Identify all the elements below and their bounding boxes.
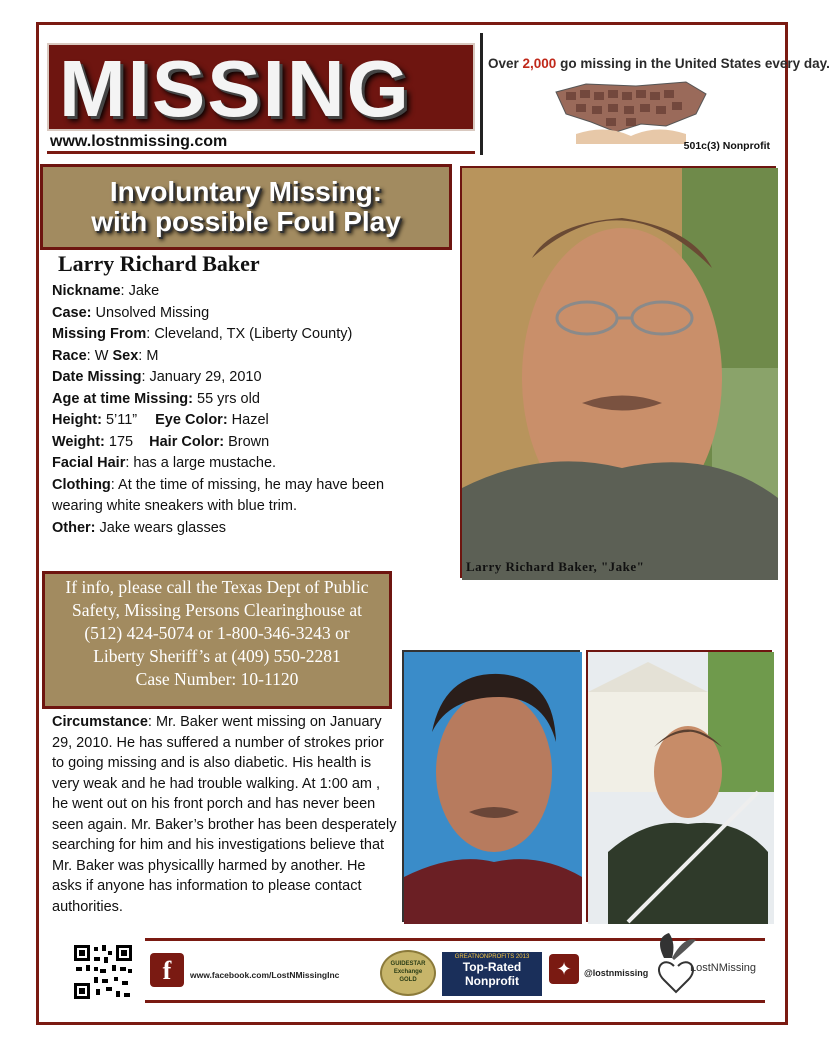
circumstance-label: Circumstance xyxy=(52,714,148,730)
top-rated-badge: GREATNONPROFITS 2013 Top-Rated Nonprofit xyxy=(442,952,542,996)
website-url[interactable]: www.lostnmissing.com xyxy=(50,133,228,150)
main-photo xyxy=(460,166,776,578)
circumstance-paragraph xyxy=(52,712,397,917)
nickname-row: Nickname: Jake xyxy=(52,283,160,299)
header-divider xyxy=(480,33,483,155)
person-headshot-icon xyxy=(404,652,582,924)
guidestar-badge: GUIDESTAR Exchange GOLD xyxy=(380,950,436,996)
statistic-banner xyxy=(488,42,830,154)
circumstance-text: : Mr. Baker went missing on January 29, 2010. He has suffered a number of strokes prior to going missing and is also diabetic. His health is very weak and he had trouble walking. At 1:00 am , he went out on his front porch and has never been seen again. Mr. Baker’s brother has been desperately searching for him and his investigations believe that Mr. Baker was physicallly harmed by another. He asks if anyone has information to please contact authorities. xyxy=(52,714,397,915)
date-missing-row: Date Missing: January 29, 2010 xyxy=(52,369,262,385)
contact-line-2: Safety, Missing Persons Clearinghouse at xyxy=(71,600,362,620)
contact-line-3: (512) 424-5074 or 1-800-346-3243 or xyxy=(84,623,350,643)
person-portrait-icon xyxy=(462,168,778,580)
age-row: Age at time Missing: 55 yrs old xyxy=(52,390,260,407)
contact-info-box xyxy=(42,571,392,709)
case-type-line-1: Involuntary Missing: xyxy=(109,176,383,207)
nonprofit-label: 501c(3) Nonprofit xyxy=(683,140,770,152)
contact-line-1: If info, please call the Texas Dept of Public xyxy=(65,577,369,597)
twitter-icon[interactable]: ✦ xyxy=(549,954,579,984)
race-sex-row: Race: W Sex: M xyxy=(52,347,159,364)
statistic-headline: Over 2,000 go missing in the United States every day. xyxy=(488,56,830,71)
facebook-url[interactable]: www.facebook.com/LostNMissingInc xyxy=(190,970,340,980)
twitter-handle[interactable]: @lostnmissing xyxy=(584,968,649,978)
contact-line-4: Liberty Sheriff’s at (409) 550-2281 xyxy=(93,646,341,666)
facebook-icon[interactable]: f xyxy=(150,953,184,987)
height-eye-row: Height: 5’11” Eye Color: Hazel xyxy=(52,412,269,428)
header-underline xyxy=(47,151,475,154)
case-number: Case Number: 10-1120 xyxy=(135,669,299,689)
qr-code-icon[interactable] xyxy=(72,943,134,1001)
tertiary-photo xyxy=(586,650,772,922)
case-row: Case: Unsolved Missing xyxy=(52,304,210,321)
case-type-line-2: with possible Foul Play xyxy=(91,206,401,237)
footer-bottom-line xyxy=(145,1000,765,1003)
details-list xyxy=(52,281,397,539)
secondary-photo xyxy=(402,650,580,922)
other-row: Other: Jake wears glasses xyxy=(52,519,227,536)
clothing-row: Clothing: At the time of missing, he may have been xyxy=(52,476,385,493)
main-photo-caption: Larry Richard Baker, "Jake" xyxy=(466,559,645,574)
lostnmissing-logo-text: LostNMissing xyxy=(690,962,757,974)
us-map-icon xyxy=(546,74,716,144)
person-outdoor-photo-icon xyxy=(588,652,774,924)
clothing-row-continued: wearing white sneakers with blue trim. xyxy=(52,498,297,514)
case-type-banner xyxy=(40,164,452,250)
missing-from-row: Missing From: Cleveland, TX (Liberty County) xyxy=(52,326,353,342)
person-name: Larry Richard Baker xyxy=(58,251,260,276)
facial-hair-row: Facial Hair: has a large mustache. xyxy=(52,455,277,471)
missing-banner xyxy=(47,43,475,131)
weight-hair-row: Weight: 175 Hair Color: Brown xyxy=(52,433,270,450)
statistic-number: 2,000 xyxy=(522,56,557,71)
missing-title: MISSING xyxy=(59,44,411,133)
